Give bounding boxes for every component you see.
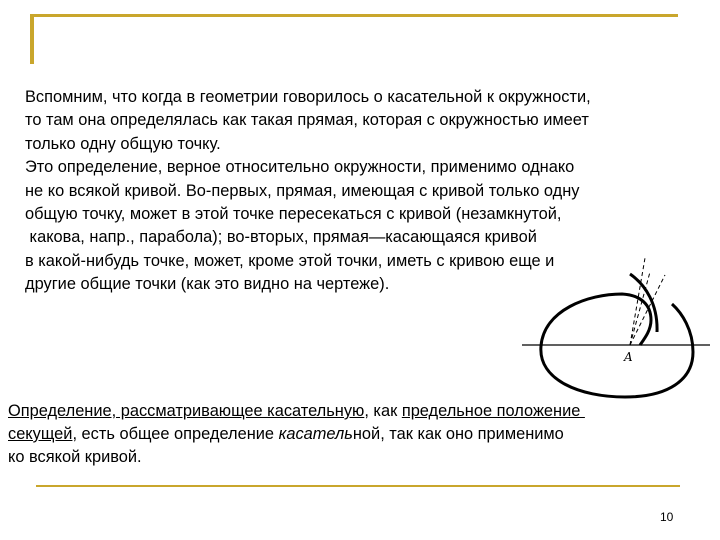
paragraph-line: другие общие точки (как это видно на чертеже). [25, 275, 390, 294]
definition-paragraph [8, 400, 708, 469]
text-fragment: , как [364, 402, 402, 420]
decorative-bottom-line [36, 485, 680, 487]
point-label-a: A [624, 350, 633, 364]
definition-line [8, 400, 708, 423]
italic-term: касатель [278, 425, 353, 443]
paragraph-line: Вспомним, что когда в геометрии говорилось о касательной к окружности, [25, 88, 591, 106]
paragraph-line: в какой-нибудь точке, может, кроме этой точки, иметь с кривою еще и [25, 251, 555, 270]
page-number: 10 [660, 510, 674, 524]
paragraph-line: Это определение, верное относительно окружности, применимо однако [25, 158, 575, 177]
text-fragment: , есть общее определение [72, 425, 279, 443]
underlined-phrase: Определение, рассматривающее касательную [8, 402, 365, 420]
paragraph-line: какова, напр., парабола); во-вторых, прямая—касающаяся кривой [25, 228, 537, 247]
definition-line: ко всякой кривой. [8, 448, 142, 466]
underlined-phrase: предельное положение [401, 402, 585, 420]
definition-line [8, 423, 708, 446]
underlined-phrase: секущей [8, 425, 73, 443]
text-fragment: ной, так как оно применимо [352, 425, 564, 443]
paragraph-line: то там она определялась как такая прямая, которая с окружностью имеет [25, 111, 589, 130]
paragraph-line: только одну общую точку. [25, 134, 221, 153]
paragraph-line: общую точку, может в этой точке пересекаться с кривой (незамкнутой, [25, 205, 562, 224]
paragraph-line: не ко всякой кривой. Во-первых, прямая, имеющая с кривой только одну [25, 181, 580, 200]
